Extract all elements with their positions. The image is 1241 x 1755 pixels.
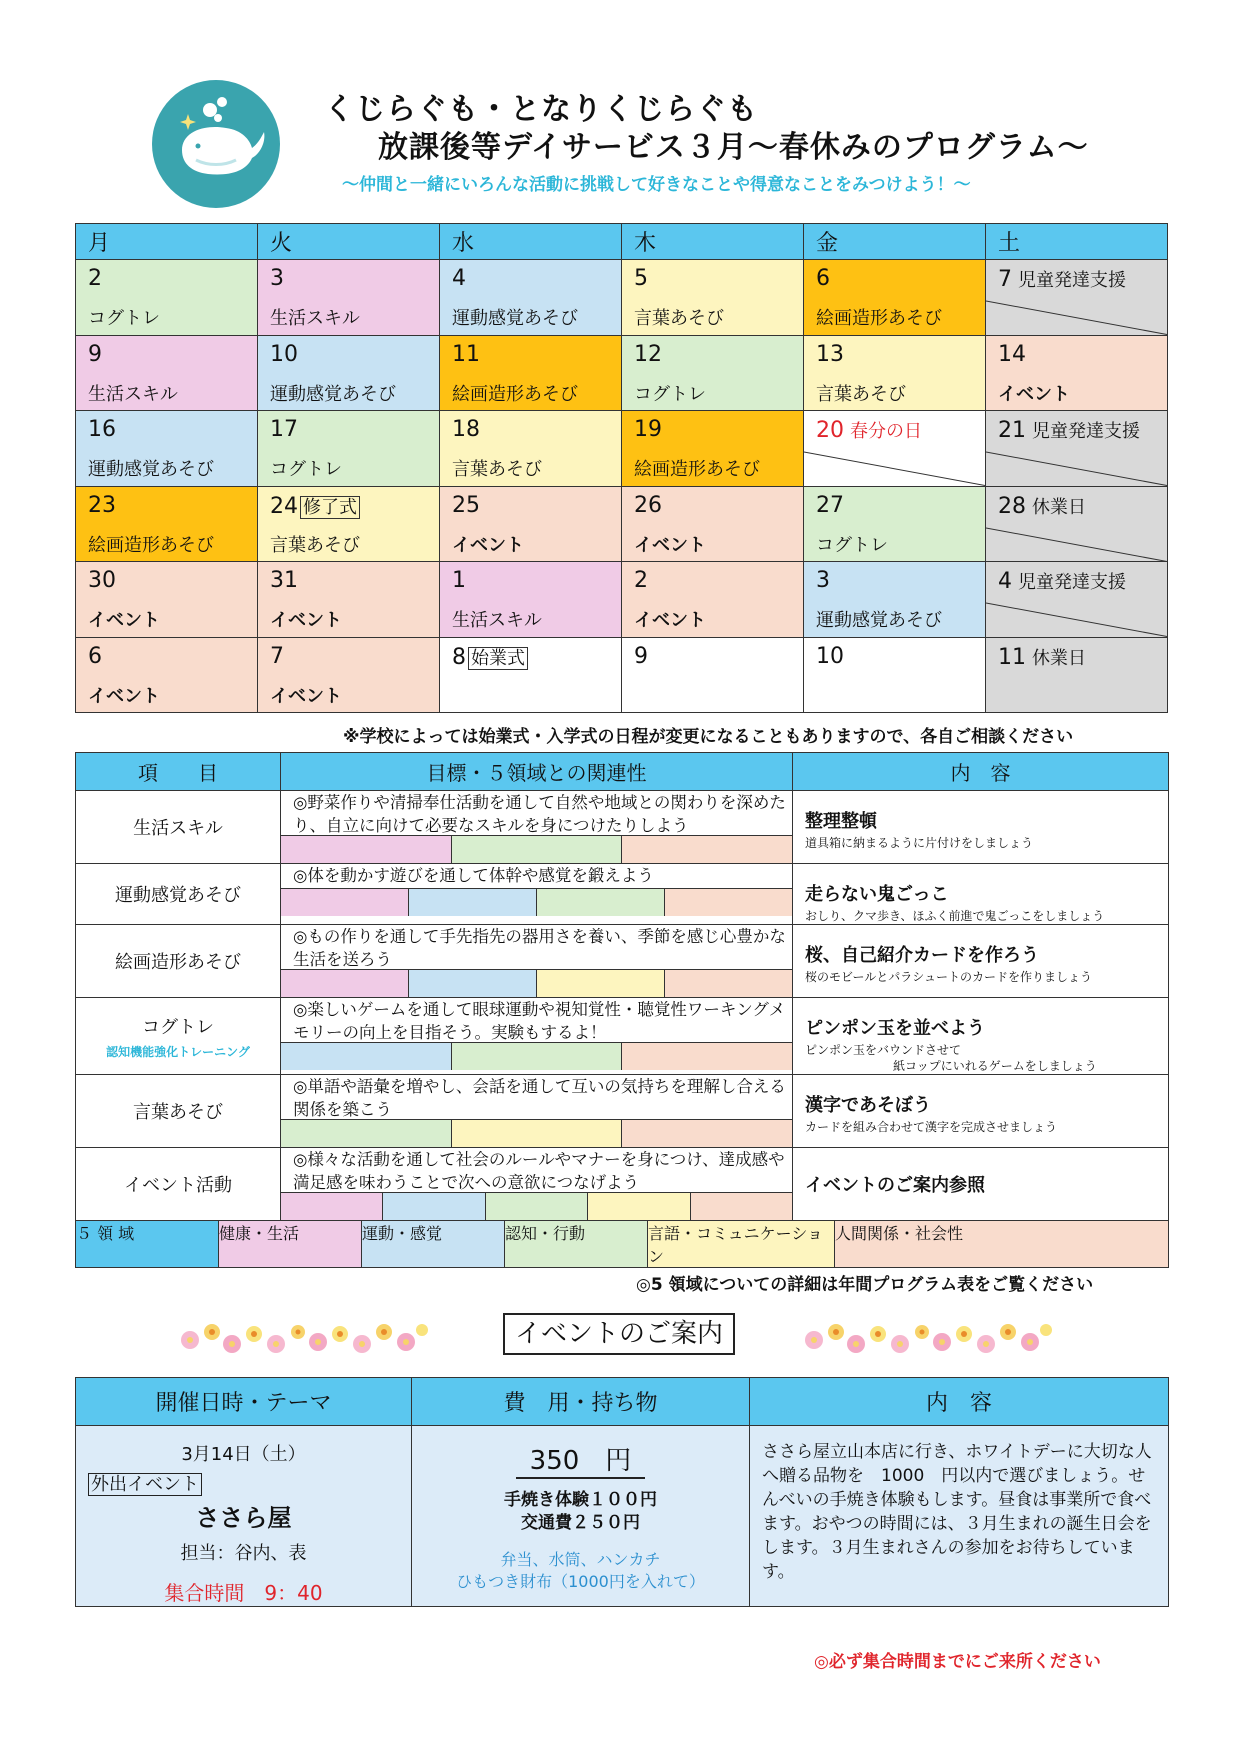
day-number-line: [88, 266, 247, 304]
day-number: 27: [816, 492, 844, 518]
day-number-line: [88, 644, 247, 682]
event-header-date: 開催日時・テーマ: [76, 1378, 412, 1426]
day-number: 12: [634, 341, 662, 367]
calendar-day-cell: [804, 562, 986, 638]
domain-bar: [588, 1193, 690, 1220]
day-number: 25: [452, 492, 480, 518]
calendar-day-cell: [804, 486, 986, 562]
day-number: 7: [270, 643, 284, 669]
domain-note: ◎5 領域についての詳細は年間プログラム表をご覧ください: [636, 1275, 1094, 1295]
calendar-day-cell: [804, 637, 986, 713]
domain-bars: [281, 835, 792, 863]
day-number: 16: [88, 417, 116, 442]
event-date-cell: [76, 1426, 412, 1607]
day-number-line: [270, 266, 429, 304]
program-content-title: 整理整頓: [805, 811, 877, 832]
day-number-line: [270, 417, 429, 455]
day-number: 10: [816, 643, 844, 669]
day-activity: 言葉あそび: [634, 308, 724, 329]
title-line-1: くじらぐも・となりくじらぐも: [324, 92, 758, 127]
calendar-day-cell: [804, 260, 986, 336]
day-number-line: [88, 568, 247, 606]
calendar-note: ※学校によっては始業式・入学式の日程が変更になることもありますので、各自ご相談ください: [343, 727, 1074, 747]
domain-language: 言語・コミュニケーション: [648, 1221, 835, 1268]
day-number-line: [998, 644, 1157, 682]
day-number: 21: [998, 418, 1026, 443]
day-activity: イベント: [88, 610, 160, 631]
calendar-table: [75, 223, 1168, 713]
day-label: 児童発達支援: [1018, 572, 1126, 593]
program-header-goal: 目標・５領域との関連性: [281, 753, 793, 791]
domain-bar: [622, 836, 792, 863]
day-number: 20: [816, 418, 844, 443]
day-activity: 言葉あそび: [270, 534, 360, 556]
program-item: 言葉あそび: [133, 1102, 223, 1123]
calendar-day-cell: [258, 562, 440, 638]
domain-bar: [452, 836, 623, 863]
program-goal: ◎楽しいゲームを通して眼球運動や視知覚性・聴覚性ワーキングメモリーの向上を目指そう。実験もするよ！: [293, 1000, 786, 1042]
day-activity: イベント: [88, 685, 160, 707]
day-number: 2: [634, 568, 648, 593]
calendar-day-cell: [76, 486, 258, 562]
domain-legend-label: ５ 領 域: [76, 1221, 219, 1268]
day-number-line: [270, 342, 429, 380]
program-goal-cell: [281, 864, 793, 925]
program-content-title: 走らない鬼ごっこ: [805, 884, 949, 905]
day-number: 14: [998, 341, 1026, 367]
domain-bar: [665, 970, 792, 997]
day-number-line: [270, 644, 429, 682]
weekday-header: 木: [622, 224, 804, 260]
event-fee: 交通費２５０円: [521, 1513, 640, 1533]
domain-bars: [281, 969, 792, 997]
program-content-cell: [793, 791, 1169, 864]
day-number: 19: [634, 417, 662, 442]
event-meeting-time: 集合時間 9：40: [164, 1581, 323, 1605]
program-goal-cell: [281, 1075, 793, 1148]
calendar-day-cell: [258, 260, 440, 336]
calendar-day-cell: [258, 335, 440, 411]
program-item-sub: 認知機能強化トレーニング: [106, 1044, 250, 1059]
domain-bar: [622, 1043, 792, 1070]
day-number-line: [634, 342, 793, 380]
calendar-day-cell: [76, 411, 258, 487]
day-number-line: [88, 342, 247, 380]
domain-motor: 運動・感覚: [362, 1221, 505, 1268]
day-number-line: [634, 568, 793, 606]
calendar-day-cell: [258, 637, 440, 713]
event-cost-cell: [412, 1426, 750, 1607]
calendar-day-cell: [76, 562, 258, 638]
day-number: 6: [88, 643, 102, 669]
calendar-week-row: [76, 335, 1168, 411]
domain-legend: [75, 1220, 1169, 1268]
calendar-day-cell: [986, 486, 1168, 562]
day-activity: 言葉あそび: [452, 459, 542, 480]
domain-cognition: 認知・行動: [505, 1221, 648, 1268]
program-content-cell: [793, 864, 1169, 925]
day-number-line: [270, 568, 429, 606]
event-staff: 担当：谷内、表: [180, 1543, 307, 1564]
calendar-day-cell: [440, 335, 622, 411]
program-header-row: [76, 753, 1169, 791]
program-content-title: 桜、自己紹介カードを作ろう: [805, 945, 1039, 966]
day-number-line: [452, 342, 611, 380]
day-number-line: [452, 266, 611, 304]
day-number: 5: [634, 266, 648, 291]
day-number-line: [88, 417, 247, 455]
calendar-day-cell: [258, 486, 440, 562]
day-activity: 絵画造形あそび: [452, 383, 578, 405]
day-number-line: [634, 417, 793, 455]
program-row: [76, 925, 1169, 998]
domain-bars: [281, 1192, 792, 1220]
program-row: [76, 1075, 1169, 1148]
calendar-body: [76, 260, 1168, 713]
closed-slash-icon: [986, 260, 1167, 335]
day-number: 18: [452, 417, 480, 442]
calendar-day-cell: [622, 562, 804, 638]
domain-bar: [622, 1120, 792, 1147]
domain-bars: [281, 1042, 792, 1070]
domain-bars: [281, 1119, 792, 1147]
day-number: 31: [270, 568, 298, 593]
day-number-line: [816, 644, 975, 682]
calendar-day-cell: [440, 486, 622, 562]
calendar-day-cell: [76, 637, 258, 713]
domain-bar: [281, 1120, 452, 1147]
program-content-desc: 道具箱に納まるように片付けをしましょう: [805, 836, 1034, 850]
calendar-day-cell: [440, 260, 622, 336]
event-place: ささら屋: [195, 1504, 292, 1532]
day-activity: 絵画造形あそび: [634, 459, 760, 480]
day-activity: 生活スキル: [452, 610, 542, 631]
program-item-cell: [76, 1148, 281, 1221]
program-body: [76, 791, 1169, 1221]
day-number-line: [452, 644, 611, 682]
title-line-2: 放課後等デイサービス３月～春休みのプログラム～: [378, 130, 1089, 165]
weekday-header: 水: [440, 224, 622, 260]
program-header-content: 内 容: [793, 753, 1169, 791]
program-goal-cell: [281, 998, 793, 1075]
event-title: イベントのご案内: [503, 1313, 735, 1355]
program-row: [76, 1148, 1169, 1221]
day-number-line: [816, 342, 975, 380]
calendar-day-cell: [440, 637, 622, 713]
flower-garland-icon: [178, 1318, 430, 1360]
ceremony-tag: 始業式: [468, 647, 528, 670]
domain-bar: [537, 889, 665, 916]
day-activity: イベント: [452, 534, 524, 556]
day-number-line: [452, 417, 611, 455]
day-number: 23: [88, 492, 116, 518]
calendar-day-cell: [804, 411, 986, 487]
day-number: 2: [88, 266, 102, 291]
domain-bar: [691, 1193, 792, 1220]
day-number-line: [816, 568, 975, 606]
day-activity: 運動感覚あそび: [816, 610, 942, 631]
day-number: 3: [816, 568, 830, 593]
event-note: ◎必ず集合時間までにご来所ください: [814, 1652, 1101, 1672]
domain-bar: [281, 970, 409, 997]
program-item: 絵画造形あそび: [115, 952, 241, 973]
day-number-line: [816, 493, 975, 531]
event-date: 3月14日（土）: [181, 1444, 306, 1465]
program-content-desc: 桜のモビールとパラシュートのカードを作りましょう: [805, 970, 1093, 984]
calendar-week-row: [76, 411, 1168, 487]
domain-bar: [537, 970, 665, 997]
domain-bar: [665, 889, 792, 916]
whale-icon: [152, 80, 280, 208]
program-content-title: ピンポン玉を並べよう: [805, 1018, 985, 1039]
domain-bar: [452, 1043, 623, 1070]
closed-slash-icon: [986, 411, 1167, 486]
program-goal: ◎様々な活動を通して社会のルールやマナーを身につけ、達成感や満足感を味わうことで次への意欲につなげよう: [293, 1150, 785, 1192]
calendar-day-cell: [76, 335, 258, 411]
day-number: 9: [634, 643, 648, 669]
program-row: [76, 998, 1169, 1075]
calendar-week-row: [76, 562, 1168, 638]
calendar-day-cell: [622, 335, 804, 411]
program-header-item: 項 目: [76, 753, 281, 791]
calendar-day-cell: [440, 411, 622, 487]
day-activity: イベント: [998, 383, 1070, 405]
event-header-cost: 費 用・持ち物: [412, 1378, 750, 1426]
program-item-cell: [76, 925, 281, 998]
day-label: 休業日: [1032, 647, 1086, 669]
calendar-day-cell: [986, 260, 1168, 336]
day-activity: イベント: [634, 610, 706, 631]
day-number: 24: [270, 493, 298, 519]
day-number-line: [634, 266, 793, 304]
event-tag-line: [76, 1470, 411, 1496]
day-number: 30: [88, 568, 116, 593]
program-content-title: イベントのご案内参照: [805, 1175, 985, 1196]
calendar-day-cell: [440, 562, 622, 638]
program-goal: ◎野菜作りや清掃奉仕活動を通して自然や地域との関わりを深めたり、自立に向けて必要なスキルを身につけたりしよう: [293, 793, 786, 835]
program-content-desc: カードを組み合わせて漢字を完成させましょう: [805, 1120, 1058, 1134]
day-number-line: [452, 568, 611, 606]
day-activity: 絵画造形あそび: [88, 534, 214, 556]
day-number: 11: [998, 644, 1026, 670]
domain-bars: [281, 888, 792, 916]
day-activity: コグトレ: [816, 534, 888, 556]
calendar-day-cell: [804, 335, 986, 411]
day-number: 7: [998, 267, 1012, 292]
program-content-cell: [793, 1075, 1169, 1148]
event-fee: 手焼き体験１００円: [504, 1490, 657, 1510]
event-bring-item: ひもつき財布（1000円を入れて）: [456, 1572, 705, 1591]
day-number: 8: [452, 644, 466, 670]
program-goal: ◎体を動かす遊びを通して体幹や感覚を鍛えよう: [293, 866, 654, 885]
day-activity: コグトレ: [88, 308, 160, 329]
program-row: [76, 791, 1169, 864]
event-row: [76, 1426, 1169, 1607]
program-item: コグトレ: [142, 1016, 214, 1038]
event-price: 350 円: [516, 1440, 646, 1479]
program-content-desc: 紙コップにいれるゲームをしましょう: [893, 1059, 1097, 1073]
program-row: [76, 864, 1169, 925]
program-item-cell: [76, 998, 281, 1075]
flower-garland-icon: [802, 1318, 1054, 1360]
event-header-content: 内 容: [750, 1378, 1169, 1426]
ceremony-tag: 修了式: [300, 496, 360, 519]
day-number: 10: [270, 341, 298, 367]
day-activity: 運動感覚あそび: [452, 308, 578, 329]
day-activity: イベント: [270, 685, 342, 707]
calendar-day-cell: [986, 637, 1168, 713]
calendar-day-cell: [622, 486, 804, 562]
calendar-day-cell: [622, 637, 804, 713]
calendar-week-row: [76, 486, 1168, 562]
day-label: 春分の日: [850, 421, 922, 442]
event-bring-item: 弁当、水筒、ハンカチ: [500, 1550, 661, 1569]
weekday-header: 金: [804, 224, 986, 260]
calendar-week-row: [76, 637, 1168, 713]
day-number-line: [88, 493, 247, 531]
domain-bar: [409, 889, 537, 916]
day-activity: 運動感覚あそび: [270, 383, 396, 405]
program-content-cell: [793, 998, 1169, 1075]
day-number: 4: [998, 569, 1012, 594]
domain-legend-row: [76, 1221, 1169, 1268]
day-number-line: [998, 342, 1157, 380]
program-goal-cell: [281, 925, 793, 998]
program-item-cell: [76, 864, 281, 925]
day-label: 児童発達支援: [1018, 270, 1126, 291]
calendar-day-cell: [986, 562, 1168, 638]
domain-bar: [281, 836, 452, 863]
day-activity: 生活スキル: [270, 308, 360, 329]
event-description: ささら屋立山本店に行き、ホワイトデーに大切な人へ贈る品物を 1000 円以内で選びましょう。せんべいの手焼き体験もします。昼食は事業所で食べます。おやつの時間には、３月生まれの誕生日会をします。３月生まれさんの参加をお待ちしています。: [750, 1426, 1169, 1607]
calendar-header-row: [76, 224, 1168, 260]
day-activity: コグトレ: [270, 459, 342, 480]
day-number: 9: [88, 341, 102, 367]
domain-bar: [281, 889, 409, 916]
program-goal-cell: [281, 791, 793, 864]
program-goal-cell: [281, 1148, 793, 1221]
day-activity: コグトレ: [634, 383, 706, 405]
subtitle: ～仲間と一緒にいろんな活動に挑戦して好きなことや得意なことをみつけよう！～: [342, 175, 971, 195]
day-activity: 運動感覚あそび: [88, 459, 214, 480]
calendar-week-row: [76, 260, 1168, 336]
day-number: 28: [998, 493, 1026, 519]
day-number: 6: [816, 266, 830, 291]
program-item: 生活スキル: [133, 818, 223, 839]
program-content-desc: おしり、クマ歩き、ほふく前進で鬼ごっこをしましょう: [805, 909, 1105, 923]
weekday-header: 火: [258, 224, 440, 260]
calendar-day-cell: [622, 411, 804, 487]
day-number: 3: [270, 266, 284, 291]
program-item-cell: [76, 1075, 281, 1148]
day-number-line: [270, 493, 429, 531]
domain-bar: [452, 1120, 623, 1147]
weekday-header: 月: [76, 224, 258, 260]
program-content-cell: [793, 1148, 1169, 1221]
day-label: 児童発達支援: [1032, 421, 1140, 442]
program-content-desc: ピンポン玉をバウンドさせて: [805, 1043, 962, 1057]
domain-health: 健康・生活: [219, 1221, 362, 1268]
day-number: 4: [452, 266, 466, 291]
day-activity: イベント: [634, 534, 706, 556]
day-number-line: [452, 493, 611, 531]
day-activity: 絵画造形あそび: [816, 308, 942, 329]
calendar-day-cell: [986, 335, 1168, 411]
domain-bar: [281, 1193, 383, 1220]
program-goal: ◎もの作りを通して手先指先の器用さを養い、季節を感じ心豊かな生活を送ろう: [293, 927, 786, 969]
day-number: 17: [270, 417, 298, 442]
domain-bar: [409, 970, 537, 997]
program-item-cell: [76, 791, 281, 864]
event-table: [75, 1377, 1169, 1607]
day-number: 13: [816, 341, 844, 367]
weekday-header: 土: [986, 224, 1168, 260]
day-activity: イベント: [270, 610, 342, 631]
calendar-day-cell: [258, 411, 440, 487]
day-activity: 言葉あそび: [816, 383, 906, 405]
event-bring: [412, 1549, 749, 1593]
calendar-day-cell: [76, 260, 258, 336]
closed-slash-icon: [986, 487, 1167, 562]
day-label: 休業日: [1032, 496, 1086, 518]
domain-bar: [486, 1193, 588, 1220]
program-item: イベント活動: [124, 1175, 232, 1196]
closed-slash-icon: [804, 411, 985, 486]
program-content-title: 漢字であそぼう: [805, 1095, 931, 1116]
event-fees: [412, 1489, 749, 1535]
calendar-day-cell: [622, 260, 804, 336]
event-header-row: [76, 1378, 1169, 1426]
domain-bar: [281, 1043, 452, 1070]
calendar-day-cell: [986, 411, 1168, 487]
day-number: 11: [452, 341, 480, 367]
domain-bar: [383, 1193, 485, 1220]
domain-social: 人間関係・社会性: [835, 1221, 1169, 1268]
program-goal: ◎単語や語彙を増やし、会話を通して互いの気持ちを理解し合える関係を築こう: [293, 1077, 786, 1119]
program-table: [75, 752, 1169, 1221]
day-number: 1: [452, 568, 466, 593]
day-number-line: [634, 644, 793, 682]
program-content-cell: [793, 925, 1169, 998]
closed-slash-icon: [986, 562, 1167, 637]
event-tag: 外出イベント: [88, 1473, 202, 1496]
day-activity: 生活スキル: [88, 383, 178, 405]
day-number-line: [634, 493, 793, 531]
day-number-line: [816, 266, 975, 304]
program-item: 運動感覚あそび: [115, 885, 241, 906]
day-number: 26: [634, 492, 662, 518]
